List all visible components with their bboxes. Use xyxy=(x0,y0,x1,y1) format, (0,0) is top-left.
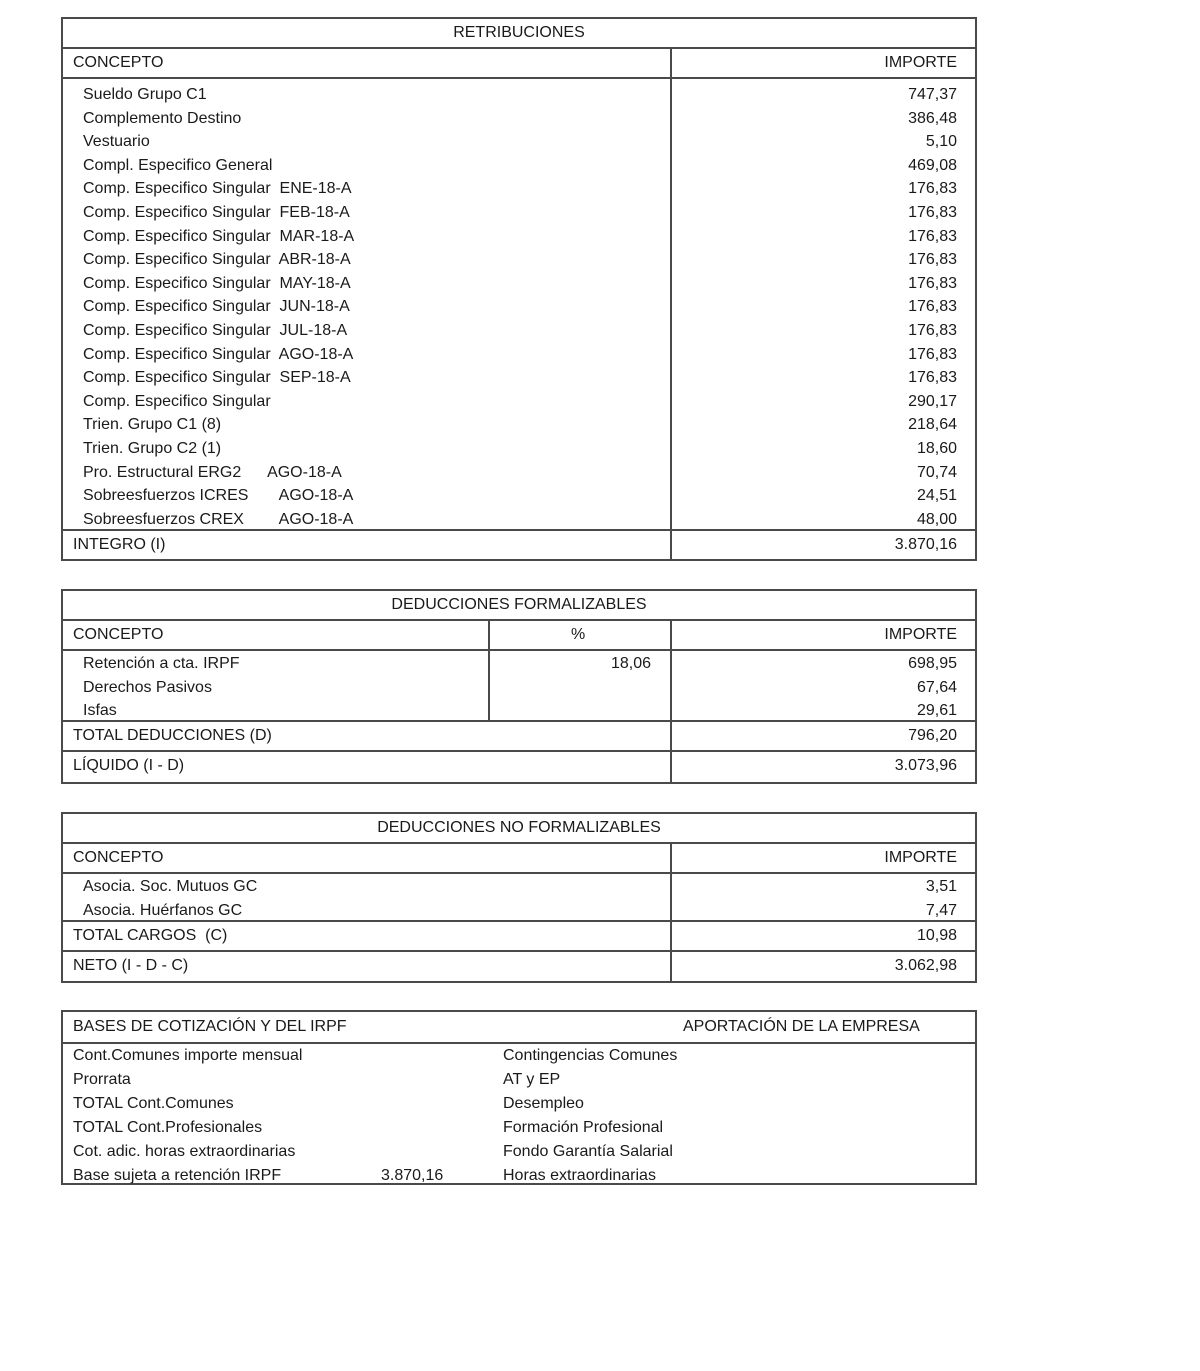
importe-cell: 3,51 xyxy=(925,878,957,895)
table-row xyxy=(63,508,975,532)
concepto-cell: Comp. Especifico Singular JUN-18-A xyxy=(83,298,350,316)
aportacion-label: Fondo Garantía Salarial xyxy=(503,1143,673,1160)
col-concepto-header: CONCEPTO xyxy=(73,626,164,643)
concepto-cell: Sobreesfuerzos ICRES AGO-18-A xyxy=(83,487,354,505)
table-row xyxy=(63,272,975,296)
table-row xyxy=(63,484,975,508)
concepto-cell: Retención a cta. IRPF xyxy=(83,655,240,672)
bases-row xyxy=(63,1140,975,1164)
deducciones-no-formalizables-section xyxy=(61,812,977,983)
importe-cell: 67,64 xyxy=(916,678,957,696)
pct-cell: 18,06 xyxy=(611,655,652,672)
col-importe-header: IMPORTE xyxy=(884,54,957,71)
total-deducciones-row xyxy=(63,720,975,750)
bases-label: Base sujeta a retención IRPF xyxy=(73,1167,282,1184)
concepto-cell: Sueldo Grupo C1 xyxy=(83,86,207,103)
concepto-cell: Complemento Destino xyxy=(83,109,242,127)
concepto-cell: Asocia. Soc. Mutuos GC xyxy=(83,878,258,895)
bases-label: TOTAL Cont.Comunes xyxy=(73,1095,234,1112)
section-title: DEDUCCIONES NO FORMALIZABLES xyxy=(63,814,975,844)
table-row xyxy=(63,652,975,676)
concepto-cell: Comp. Especifico Singular ABR-18-A xyxy=(83,251,351,269)
bases-value: 3.870,16 xyxy=(381,1167,444,1184)
bases-row xyxy=(63,1164,975,1188)
table-row xyxy=(63,413,975,437)
column-header-row xyxy=(63,844,975,874)
concepto-cell: Comp. Especifico Singular ENE-18-A xyxy=(83,180,352,198)
bases-row xyxy=(63,1068,975,1092)
total-cargos-row xyxy=(63,920,975,950)
table-row xyxy=(63,461,975,485)
deducciones-formalizables-section xyxy=(61,589,977,784)
concepto-cell: Comp. Especifico Singular MAR-18-A xyxy=(83,227,355,245)
neto-row xyxy=(63,950,975,980)
importe-cell: 386,48 xyxy=(908,109,957,127)
table-row xyxy=(63,319,975,343)
importe-cell: 218,64 xyxy=(908,416,957,434)
importe-cell: 176,83 xyxy=(908,369,957,387)
concepto-cell: Comp. Especifico Singular FEB-18-A xyxy=(83,203,350,221)
liquido-label: LÍQUIDO (I - D) xyxy=(73,757,185,774)
bases-label: Cot. adic. horas extraordinarias xyxy=(73,1143,296,1160)
bases-label: Prorrata xyxy=(73,1071,131,1088)
neto-label: NETO (I - D - C) xyxy=(73,957,189,974)
aportacion-title: APORTACIÓN DE LA EMPRESA xyxy=(683,1018,920,1035)
importe-cell: 48,00 xyxy=(916,510,957,528)
importe-cell: 469,08 xyxy=(908,156,957,174)
importe-cell: 18,60 xyxy=(916,439,957,457)
importe-cell: 698,95 xyxy=(908,655,957,672)
total-cargos-label: TOTAL CARGOS (C) xyxy=(73,927,228,944)
importe-cell: 290,17 xyxy=(908,392,957,410)
aportacion-label: Desempleo xyxy=(503,1095,584,1112)
bases-label: Cont.Comunes importe mensual xyxy=(73,1047,303,1064)
no-formalizables-rows xyxy=(63,874,975,920)
bases-rows xyxy=(63,1044,975,1188)
concepto-cell: Derechos Pasivos xyxy=(83,678,212,696)
neto-value: 3.062,98 xyxy=(894,957,957,974)
aportacion-label: Horas extraordinarias xyxy=(503,1167,656,1184)
retribuciones-rows xyxy=(63,79,975,529)
table-row xyxy=(63,676,975,700)
table-row xyxy=(63,107,975,131)
concepto-cell: Trien. Grupo C1 (8) xyxy=(83,416,222,434)
col-importe-header: IMPORTE xyxy=(884,849,957,866)
importe-cell: 70,74 xyxy=(916,463,957,481)
importe-cell: 176,83 xyxy=(908,203,957,221)
importe-cell: 24,51 xyxy=(916,487,957,505)
deducciones-rows xyxy=(63,651,975,720)
aportacion-label: Formación Profesional xyxy=(503,1119,664,1136)
table-row xyxy=(63,899,975,923)
table-row xyxy=(63,201,975,225)
importe-cell: 176,83 xyxy=(908,298,957,316)
concepto-cell: Trien. Grupo C2 (1) xyxy=(83,439,222,457)
table-row xyxy=(63,83,975,107)
table-row xyxy=(63,130,975,154)
concepto-cell: Asocia. Huérfanos GC xyxy=(83,901,243,919)
importe-cell: 29,61 xyxy=(916,702,957,720)
importe-cell: 176,83 xyxy=(908,321,957,339)
concepto-cell: Comp. Especifico Singular xyxy=(83,392,271,410)
bases-cotizacion-section xyxy=(61,1010,977,1185)
importe-cell: 176,83 xyxy=(908,180,957,198)
total-cargos-value: 10,98 xyxy=(916,927,957,944)
aportacion-label: Contingencias Comunes xyxy=(503,1047,678,1064)
total-deducciones-value: 796,20 xyxy=(908,727,957,744)
retribuciones-section xyxy=(61,17,977,561)
bases-row xyxy=(63,1092,975,1116)
importe-cell: 7,47 xyxy=(925,901,957,919)
bases-label: TOTAL Cont.Profesionales xyxy=(73,1119,263,1136)
integro-total-row xyxy=(63,529,975,559)
concepto-cell: Comp. Especifico Singular SEP-18-A xyxy=(83,369,351,387)
table-row xyxy=(63,366,975,390)
concepto-cell: Isfas xyxy=(83,702,117,720)
importe-cell: 176,83 xyxy=(908,251,957,269)
table-row xyxy=(63,295,975,319)
liquido-row xyxy=(63,750,975,780)
importe-cell: 747,37 xyxy=(908,86,957,103)
concepto-cell: Vestuario xyxy=(83,133,150,151)
table-row xyxy=(63,248,975,272)
bases-row xyxy=(63,1044,975,1068)
aportacion-label: AT y EP xyxy=(503,1071,561,1088)
importe-cell: 176,83 xyxy=(908,274,957,292)
concepto-cell: Comp. Especifico Singular AGO-18-A xyxy=(83,345,354,363)
integro-label: INTEGRO (I) xyxy=(73,536,166,553)
column-header-row xyxy=(63,49,975,79)
importe-cell: 5,10 xyxy=(925,133,957,151)
concepto-cell: Comp. Especifico Singular JUL-18-A xyxy=(83,321,348,339)
table-row xyxy=(63,390,975,414)
column-header-row xyxy=(63,621,975,651)
bases-header-row xyxy=(63,1012,975,1044)
col-concepto-header: CONCEPTO xyxy=(73,849,164,866)
concepto-cell: Comp. Especifico Singular MAY-18-A xyxy=(83,274,351,292)
section-title: DEDUCCIONES FORMALIZABLES xyxy=(63,591,975,621)
table-row xyxy=(63,154,975,178)
table-row xyxy=(63,343,975,367)
table-row xyxy=(63,177,975,201)
importe-cell: 176,83 xyxy=(908,345,957,363)
col-importe-header: IMPORTE xyxy=(884,626,957,643)
col-pct-header: % xyxy=(571,626,586,643)
table-row xyxy=(63,875,975,899)
concepto-cell: Compl. Especifico General xyxy=(83,156,273,174)
col-concepto-header: CONCEPTO xyxy=(73,54,164,71)
table-row xyxy=(63,437,975,461)
section-title: RETRIBUCIONES xyxy=(63,19,975,49)
bases-row xyxy=(63,1116,975,1140)
concepto-cell: Sobreesfuerzos CREX AGO-18-A xyxy=(83,510,354,528)
importe-cell: 176,83 xyxy=(908,227,957,245)
integro-value: 3.870,16 xyxy=(894,536,957,553)
liquido-value: 3.073,96 xyxy=(894,757,957,774)
table-row xyxy=(63,225,975,249)
total-deducciones-label: TOTAL DEDUCCIONES (D) xyxy=(73,727,272,744)
bases-title: BASES DE COTIZACIÓN Y DEL IRPF xyxy=(73,1018,347,1035)
concepto-cell: Pro. Estructural ERG2 AGO-18-A xyxy=(83,463,342,481)
